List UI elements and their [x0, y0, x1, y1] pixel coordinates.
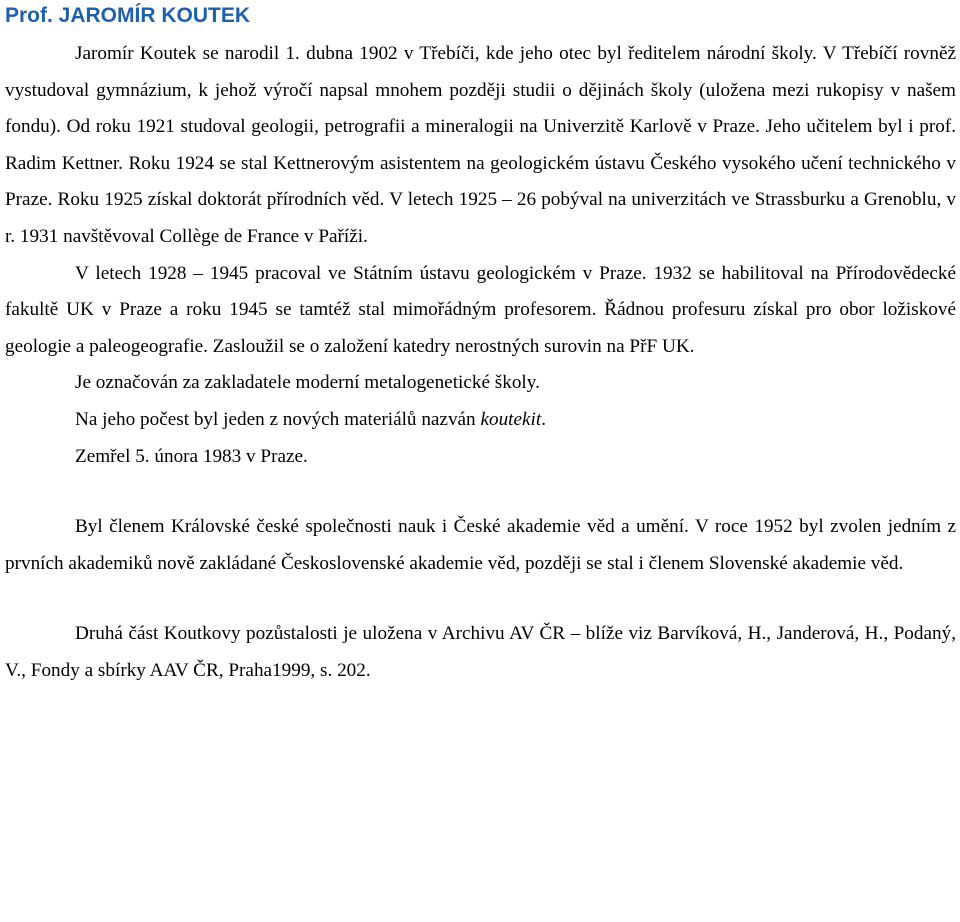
paragraph-koutekit: [5, 402, 956, 439]
paragraph-death: Zemřel 5. února 1983 v Praze.: [75, 445, 308, 467]
paragraph-metallogenetic-school: Je označován za zakladatele moderní metalogenetické školy.: [75, 372, 540, 394]
document-title: Prof. JAROMÍR KOUTEK: [5, 4, 251, 27]
paragraph-biography-early: Jaromír Koutek se narodil 1. dubna 1902 v Třebíči, kde jeho otec byl ředitelem národní školy. V Třebíčí rovněž vystudoval gymnázium, k jehož výročí napsal mnohem později studii o dějinách školy (uložena mezi rukopisy v našem fondu). Od roku 1921 studoval geologii, petrografii a mineralogii na Univerzitě Karlově v Praze. Jeho učitelem byl i prof. Radim Kettner. Roku 1924 se stal Kettnerovým asistentem na geologickém ústavu Českého vysokého učení technického v Praze. Roku 1925 získal doktorát přírodních věd. V letech 1925 – 26 pobýval na univerzitách ve Strassburku a Grenoblu, v r. 1931 navštěvoval Collège de France v Paříži.: [5, 43, 956, 247]
paragraph-archive-note: Druhá část Koutkovy pozůstalosti je uložena v Archivu AV ČR – blíže viz Barvíková, H., Janderová, H., Podaný, V., Fondy a sbírky AAV ČR, Praha1999, s. 202.: [5, 623, 956, 681]
koutekit-mineral-name: koutekit: [480, 408, 542, 430]
koutekit-prefix: Na jeho počest byl jeden z nových materiálů nazván: [75, 408, 481, 430]
koutekit-suffix: .: [541, 408, 546, 430]
paragraph-career: V letech 1928 – 1945 pracoval ve Státním ústavu geologickém v Praze. 1932 se habilitoval na Přírodovědecké fakultě UK v Praze a roku 1945 se tamtéž stal mimořádným profesorem. Řádnou profesuru získal pro obor ložiskové geologie a paleogeografie. Zasloužil se o založení katedry nerostných surovin na PřF UK.: [5, 262, 956, 357]
paragraph-academy-membership: Byl členem Královské české společnosti nauk i České akademie věd a umění. V roce 1952 byl zvolen jedním z prvních akademiků nově zakládané Československé akademie věd, později se stal i členem Slovenské akademie věd.: [5, 516, 956, 574]
